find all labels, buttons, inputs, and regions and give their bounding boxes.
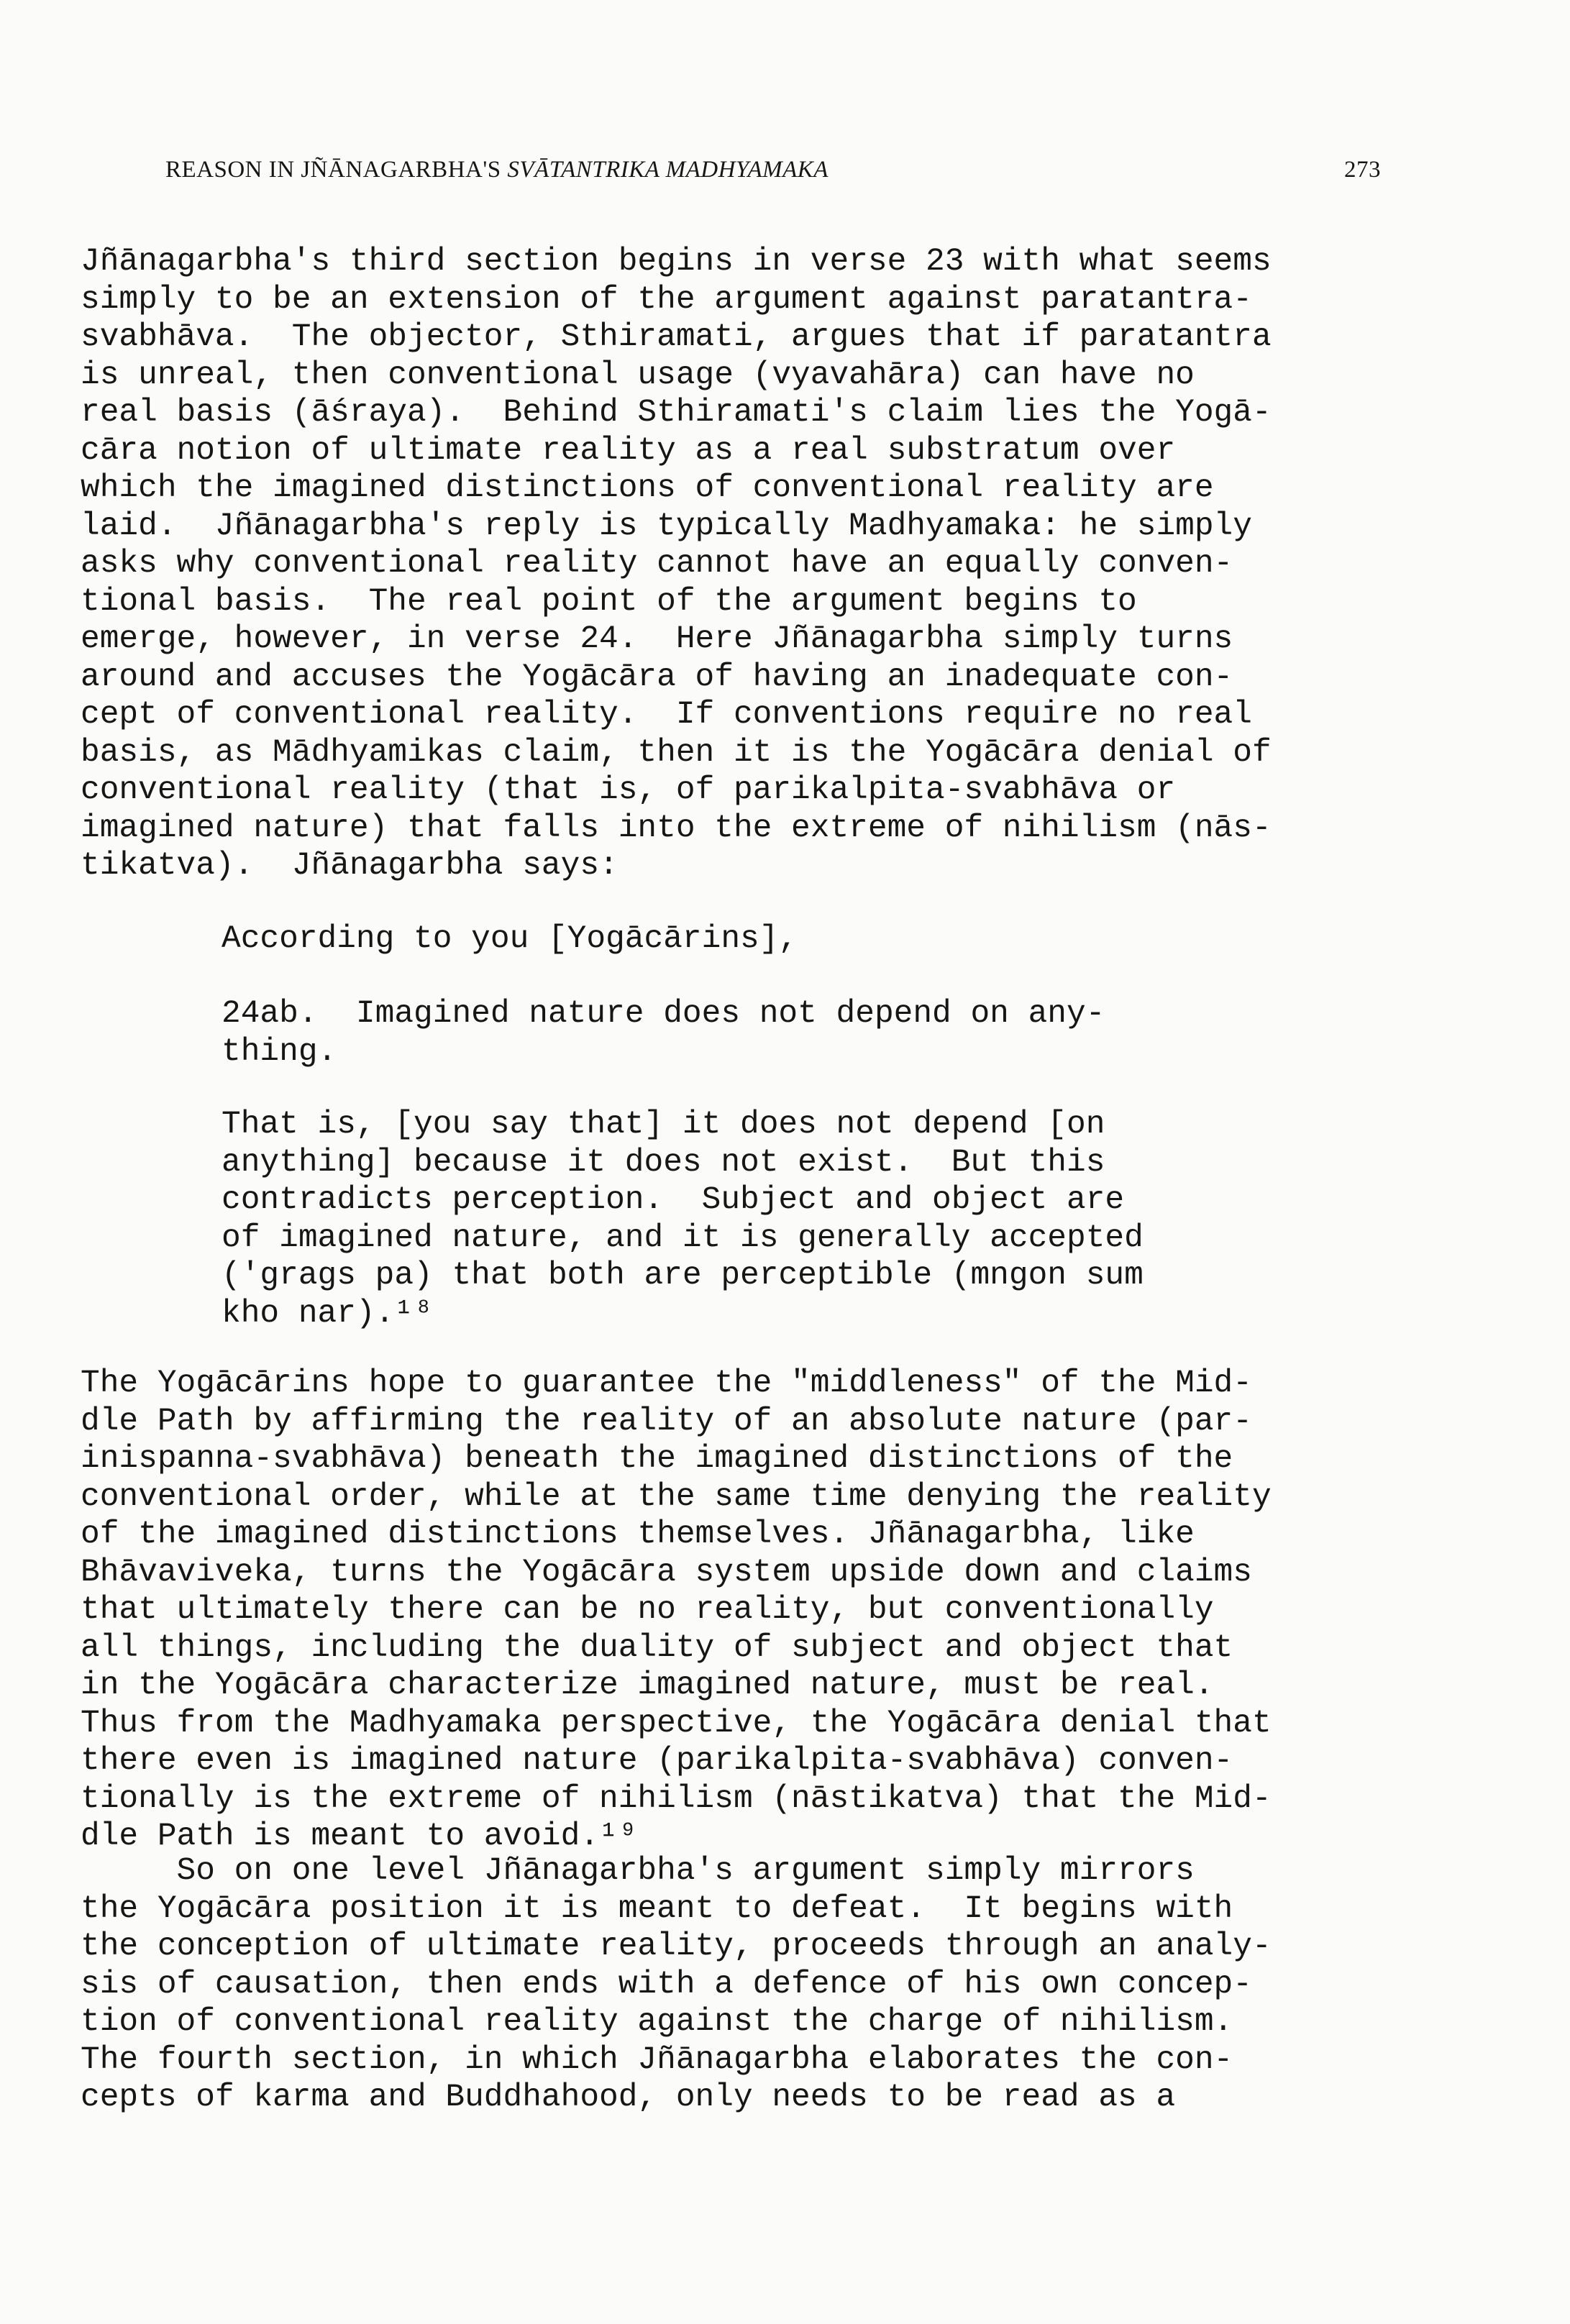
- running-title-main: REASON IN JÑĀNAGARBHA'S: [165, 157, 508, 183]
- body-paragraph-3: So on one level Jñānagarbha's argument simply mirrors the Yogācāra position it is meant to defeat. It begins with the conception of ultimate reality, proceeds through an analy- sis of causation, then ends with a defence of his own concep- tion of conventional reality against the charge of nihilism. The fourth section, in which Jñānagarbha elaborates the con- cepts of karma and Buddhahood, only needs to be read as a: [81, 1853, 1272, 2115]
- running-title-italic: SVĀTANTRIKA MADHYAMAKA: [507, 157, 829, 183]
- running-header: [165, 157, 1381, 200]
- running-title: [165, 157, 829, 183]
- verse-commentary: That is, [you say that] it does not depend [on anything] because it does not exist. But this contradicts perception. Subject and object are of imagined nature, and it is generally accepted ('grags pa) that both are perceptible (mngon sum kho nar).¹⁸: [222, 1107, 1144, 1332]
- body-paragraph-2: The Yogācārins hope to guarantee the "middleness" of the Mid- dle Path by affirming the reality of an absolute nature (par- inispanna-svabhāva) beneath the imagined distinctions of the conventional order, while at the same time denying the reality of the imagined distinctions themselves. Jñānagarbha, like Bhāvaviveka, turns the Yogācāra system upside down and claims that ultimately there can be no reality, but conventionally all things, including the duality of subject and object that in the Yogācāra characterize imagined nature, must be real. Thus from the Madhyamaka perspective, the Yogācāra denial that there even is imagined nature (parikalpita-svabhāva) conven- tionally is the extreme of nihilism (nāstikatva) that the Mid- dle Path is meant to avoid.¹⁹: [81, 1365, 1272, 1854]
- verse-24ab: 24ab. Imagined nature does not depend on any- thing.: [222, 996, 1105, 1070]
- page-number: 273: [1344, 157, 1381, 183]
- body-paragraph-1: Jñānagarbha's third section begins in verse 23 with what seems simply to be an extension of the argument against paratantra- svabhāva. The objector, Sthiramati, argues that if paratantra is unreal, then conventional usage (vyavahāra) can have no real basis (āśraya). Behind Sthiramati's claim lies the Yogā- cāra notion of ultimate reality as a real substratum over which the imagined distinctions of conventional reality are laid. Jñānagarbha's reply is typically Madhyamaka: he simply asks why conventional reality cannot have an equally conven- tional basis. The real point of the argument begins to emerge, however, in verse 24. Here Jñānagarbha simply turns around and accuses the Yogācāra of having an inadequate con- cept of conventional reality. If conventions require no real basis, as Mādhyamikas claim, then it is the Yogācāra denial of conventional reality (that is, of parikalpita-svabhāva or imagined nature) that falls into the extreme of nihilism (nās- tikatva). Jñānagarbha says:: [81, 244, 1272, 884]
- quote-intro: According to you [Yogācārins],: [222, 921, 798, 957]
